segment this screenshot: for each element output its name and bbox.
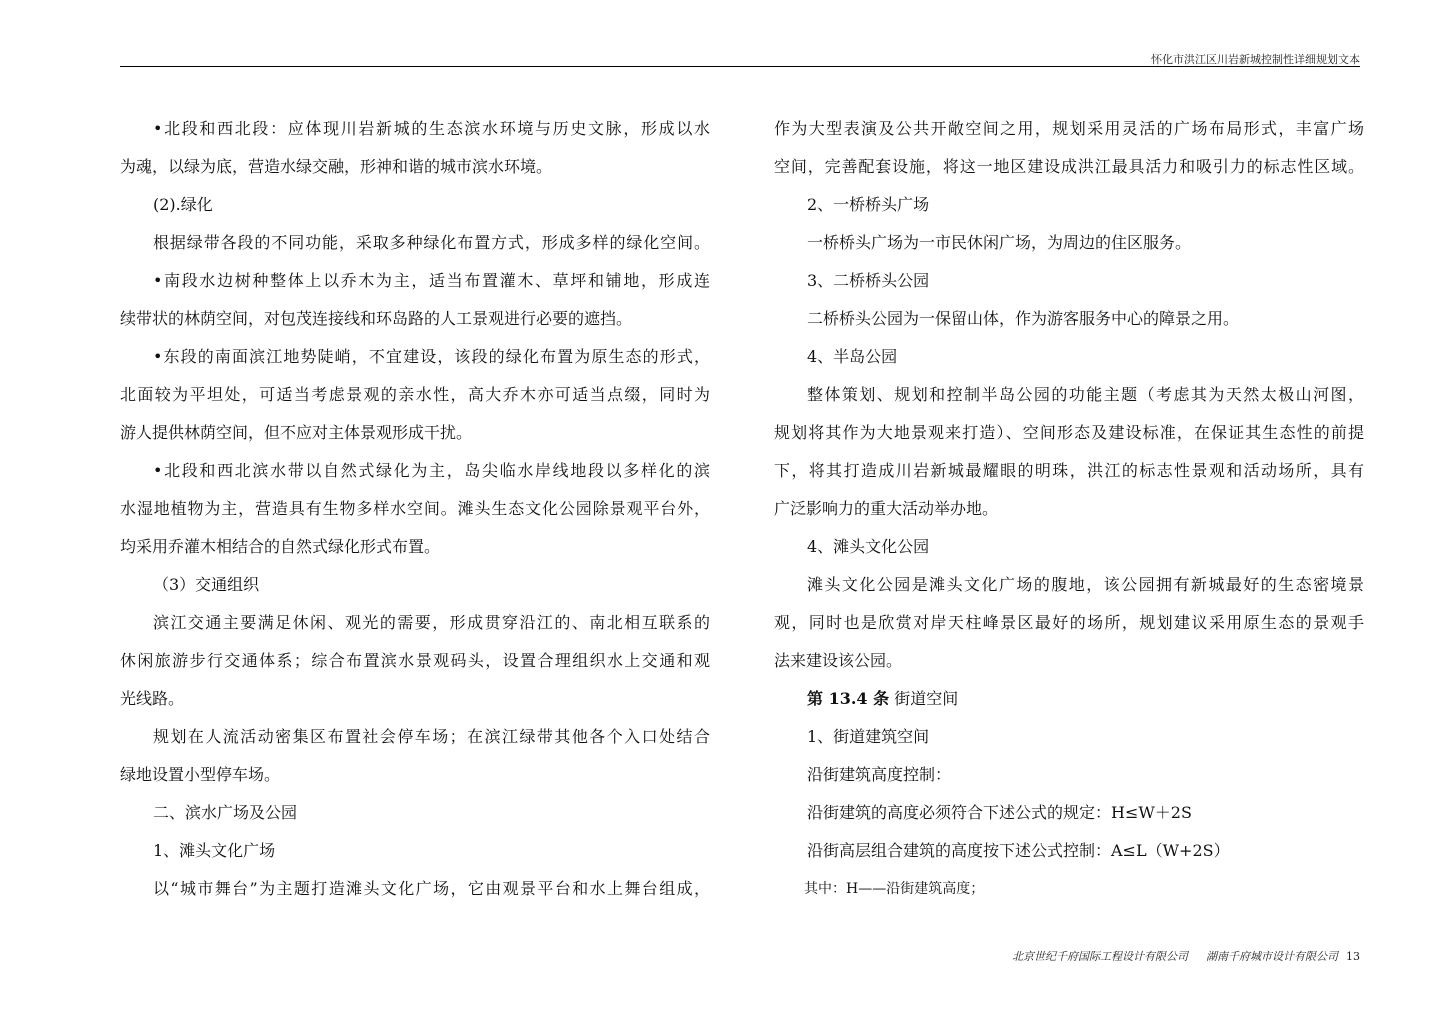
- section-heading: （3）交通组织: [153, 575, 260, 594]
- paragraph-line: 整体策划、规划和控制半岛公园的功能主题（考虑其为天然太极山河图，: [807, 385, 1364, 404]
- section-heading: 1、滩头文化广场: [153, 841, 276, 860]
- paragraph-line: 游人提供林荫空间，但不应对主体景观形成干扰。: [120, 423, 473, 442]
- paragraph-line: 作为大型表演及公共开敞空间之用，规划采用灵活的广场布局形式，丰富广场: [774, 119, 1364, 138]
- paragraph-line: 规划将其作为大地景观来打造）、空间形态及建设标准，在保证其生态性的前提: [774, 423, 1364, 442]
- paragraph-line: •北段和西北段：应体现川岩新城的生态滨水环境与历史文脉，形成以水: [153, 119, 710, 138]
- paragraph-line: 法来建设该公园。: [774, 651, 903, 670]
- paragraph-line: 二桥桥头公园为一保留山体，作为游客服务中心的障景之用。: [807, 309, 1240, 328]
- paragraph-line: 滨江交通主要满足休闲、观光的需要，形成贯穿沿江的、南北相互联系的: [153, 613, 710, 632]
- paragraph-line: 根据绿带各段的不同功能，采取多种绿化布置方式，形成多样的绿化空间。: [153, 233, 710, 252]
- footer-company-2: 湖南千府城市设计有限公司: [1206, 950, 1338, 963]
- paragraph-line: 续带状的林荫空间，对包茂连接线和环岛路的人工景观进行必要的遮挡。: [120, 309, 633, 328]
- paragraph-line: 滩头文化公园是滩头文化广场的腹地，该公园拥有新城最好的生态密境景: [807, 575, 1364, 594]
- document-title: 怀化市洪江区川岩新城控制性详细规划文本: [1151, 53, 1360, 66]
- paragraph-line: 均采用乔灌木相结合的自然式绿化形式布置。: [120, 537, 441, 556]
- page-footer: [1012, 948, 1360, 964]
- right-column: [774, 110, 1364, 908]
- section-heading: 1、街道建筑空间: [807, 727, 930, 746]
- paragraph-line: 空间，完善配套设施，将这一地区建设成洪江最具活力和吸引力的标志性区域。: [774, 157, 1364, 176]
- section-heading: (2).绿化: [153, 195, 213, 214]
- page-number: 13: [1346, 950, 1360, 963]
- article-title: 街道空间: [894, 689, 959, 708]
- paragraph-line: 广泛影响力的重大活动举办地。: [774, 499, 999, 518]
- header-divider: [120, 66, 1360, 67]
- paragraph-line: 一桥桥头广场为一市民休闲广场，为周边的住区服务。: [807, 233, 1192, 252]
- paragraph-line: 为魂，以绿为底，营造水绿交融，形神和谐的城市滨水环境。: [120, 157, 553, 176]
- paragraph-line: 以“城市舞台”为主题打造滩头文化广场，它由观景平台和水上舞台组成，: [153, 879, 710, 898]
- paragraph-line: 沿街建筑高度控制：: [807, 765, 952, 784]
- article-number: 第 13.4 条: [807, 689, 890, 708]
- section-heading: 4、半岛公园: [807, 347, 898, 366]
- left-column: [120, 110, 710, 908]
- paragraph-line: 观，同时也是欣赏对岸天柱峰景区最好的场所，规划建议采用原生态的景观手: [774, 613, 1364, 632]
- section-heading: 2、一桥桥头广场: [807, 195, 930, 214]
- paragraph-line: 规划在人流活动密集区布置社会停车场；在滨江绿带其他各个入口处结合: [153, 727, 710, 746]
- note-line: 其中：H——沿街建筑高度；: [804, 881, 985, 897]
- section-heading: 4、滩头文化公园: [807, 537, 930, 556]
- paragraph-line: 下，将其打造成川岩新城最耀眼的明珠，洪江的标志性景观和活动场所，具有: [774, 461, 1364, 480]
- paragraph-line: 光线路。: [120, 689, 185, 708]
- section-heading: 3、二桥桥头公园: [807, 271, 930, 290]
- paragraph-line: 绿地设置小型停车场。: [120, 765, 281, 784]
- formula-line: 沿街高层组合建筑的高度按下述公式控制：A≤L（W+2S）: [807, 841, 1230, 860]
- paragraph-line: •东段的南面滨江地势陡峭，不宜建设，该段的绿化布置为原生态的形式，: [153, 347, 710, 366]
- article-heading: [774, 680, 1364, 718]
- paragraph-line: 休闲旅游步行交通体系；综合布置滨水景观码头，设置合理组织水上交通和观: [120, 651, 710, 670]
- footer-company-1: 北京世纪千府国际工程设计有限公司: [1012, 950, 1188, 963]
- section-heading: 二、滨水广场及公园: [153, 803, 298, 822]
- paragraph-line: •南段水边树种整体上以乔木为主，适当布置灌木、草坪和铺地，形成连: [153, 271, 710, 290]
- paragraph-line: •北段和西北滨水带以自然式绿化为主，岛尖临水岸线地段以多样化的滨: [153, 461, 710, 480]
- paragraph-line: 水湿地植物为主，营造具有生物多样水空间。滩头生态文化公园除景观平台外，: [120, 499, 710, 518]
- paragraph-line: 北面较为平坦处，可适当考虑景观的亲水性，高大乔木亦可适当点缀，同时为: [120, 385, 710, 404]
- formula-line: 沿街建筑的高度必须符合下述公式的规定：H≤W＋2S: [807, 803, 1192, 822]
